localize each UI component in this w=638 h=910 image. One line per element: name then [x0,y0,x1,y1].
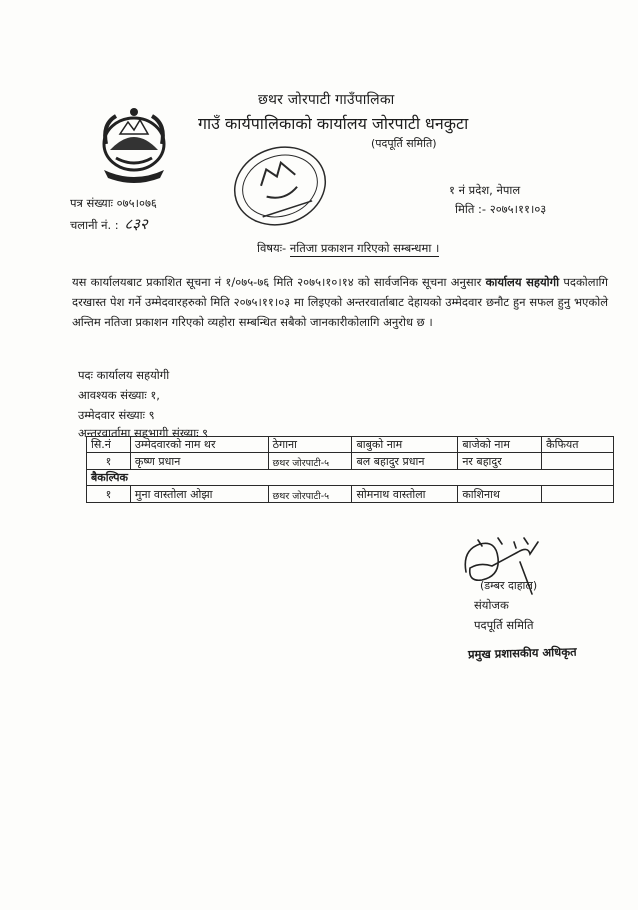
cell-address: छथर जोरपाटी-५ [268,453,352,470]
header-sn: सि.नं [87,437,131,453]
cell-grandfather: काशिनाथ [458,486,542,503]
letter-date: मिति :- २०७५।११।०३ [455,202,547,216]
result-table [86,436,614,503]
candidate-count: उम्मेदवार संख्याः ९ [78,408,155,422]
cell-name: मुना वास्तोला ओझा [130,486,268,503]
cell-father: सोमनाथ वास्तोला [352,486,458,503]
signatory-name: (डम्बर दाहाल) [480,579,538,592]
post-line: पदः कार्यालय सहयोगी [78,368,170,382]
header-grandfather: बाजेको नाम [458,437,542,453]
table-row [87,486,614,503]
required-count: आवश्यक संख्याः १, [78,388,160,402]
letter-number: पत्र संख्याः ०७५।०७६ [70,196,157,210]
table-row [87,453,614,470]
subject-label: विषयः- [257,241,287,255]
cell-grandfather: नर बहादुर [458,453,542,470]
province-line: १ नं प्रदेश, नेपाल [449,183,521,197]
table-section-row [87,470,614,486]
cao-stamp: प्रमुख प्रशासकीय अधिकृत [467,644,577,662]
header-address: ठेगाना [268,437,352,453]
body-part-2: पदकोलागि दरखास्त पेश गर्ने उम्मेदवारहरुको मिति २०७५।११।०३ मा लिइएको अन्तरवार्ताबाट देहायको उम्मेदवार छनौट हुन सफल हुनु भएकोले अन्तिम नतिजा प्रकाशन गरिएको व्यहोरा सम्बन्धित सबैको जानकारीकोलागि अनुरोध छ । [72,275,609,329]
body-post-name: कार्यालय सहयोगी [485,275,560,289]
body-paragraph [72,272,608,332]
table-header-row [87,437,614,453]
subject-text: नतिजा प्रकाशन गरिएको सम्बन्धमा । [289,241,440,255]
municipality-name: छथर जोरपाटी गाउँपालिका [258,92,395,108]
cell-address: छथर जोरपाटी-५ [268,486,352,503]
office-name: गाउँ कार्यपालिकाको कार्यालय जोरपाटी धनकुटा [198,114,469,133]
cell-remark [542,486,614,503]
dispatch-label: चलानी नं. : [70,218,119,232]
cell-remark [542,453,614,470]
office-seal-icon [224,140,336,232]
header-name: उम्मेदवारको नाम थर [130,437,268,453]
subject-line [257,241,439,256]
committee-name: (पदपूर्ति समिति) [371,137,437,150]
header-remark: कैफियत [542,437,614,453]
cell-sn: १ [87,486,131,503]
signatory-role: संयोजक [474,598,509,612]
signatory-committee: पदपूर्ति समिति [474,618,534,632]
body-part-1: यस कार्यालयबाट प्रकाशित सूचना नं १/०७५-७६ मिति २०७५।१०।१४ को सार्वजनिक सूचना अनुसार [72,275,486,289]
cell-sn: १ [87,453,131,470]
alternate-label: बैकल्पिक [87,470,614,486]
header-father: बाबुको नाम [352,437,458,453]
dispatch-value: ८३२ [124,215,148,233]
cell-father: बल बहादुर प्रधान [352,453,458,470]
nepal-emblem-icon [96,104,172,188]
interview-count: अन्तरवार्तामा सहभागी संख्याः ९ [78,426,209,440]
cell-name: कृष्ण प्रधान [130,453,268,470]
dispatch-number [70,214,148,234]
